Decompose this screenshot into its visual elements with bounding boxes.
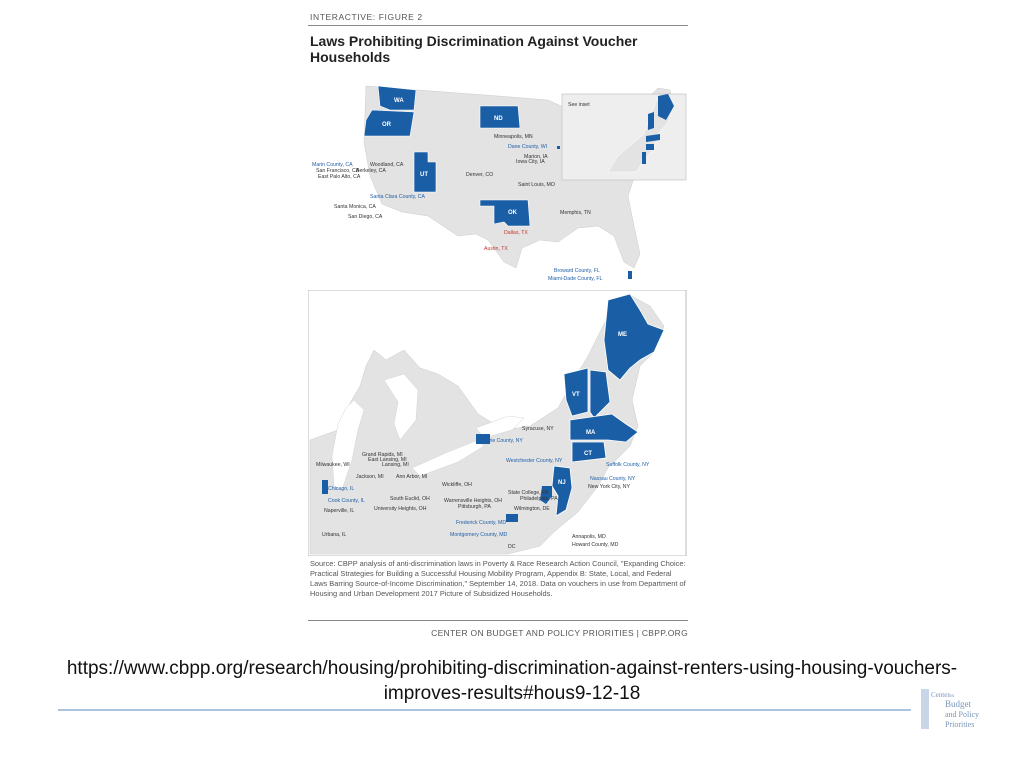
locality-label: Marion, IA bbox=[524, 154, 548, 160]
state-or-label: OR bbox=[382, 122, 391, 128]
state-vt-label: VT bbox=[572, 392, 580, 398]
state-ma-label: MA bbox=[586, 430, 596, 436]
locality-label: East Palo Alto, CA bbox=[318, 174, 361, 180]
locality-label: Denver, CO bbox=[466, 172, 494, 178]
state-ut-label: UT bbox=[420, 172, 428, 178]
locality-label: Nassau County, NY bbox=[590, 476, 636, 482]
locality-label: Ann Arbor, MI bbox=[396, 474, 428, 480]
locality-label: Urbana, IL bbox=[322, 532, 347, 538]
state-nj-label: NJ bbox=[558, 480, 566, 486]
locality-label: Dane County, WI bbox=[508, 144, 548, 150]
state-wa-label: WA bbox=[394, 98, 404, 104]
locality-label: Wilmington, DE bbox=[514, 506, 550, 512]
locality-label: Dallas, TX bbox=[504, 230, 528, 236]
state-vt-small bbox=[648, 112, 654, 130]
locality-label: Miami-Dade County, FL bbox=[548, 276, 603, 282]
locality-label: Marin County, CA bbox=[312, 162, 353, 168]
locality-label: Naperville, IL bbox=[324, 508, 355, 514]
state-nj-small bbox=[642, 152, 646, 164]
locality-label: Saint Louis, MO bbox=[518, 182, 555, 188]
locality-label: Austin, TX bbox=[484, 246, 508, 252]
locality-label: Annapolis, MD bbox=[572, 534, 606, 540]
logo-line: on bbox=[949, 694, 954, 699]
top-rule bbox=[308, 25, 688, 26]
locality-label: Montgomery County, MD bbox=[450, 532, 508, 538]
locality-label: DC bbox=[508, 544, 516, 550]
locality-label: Suffolk County, NY bbox=[606, 462, 650, 468]
locality-label: South Euclid, OH bbox=[390, 496, 430, 502]
locality-label: Iowa City, IA bbox=[516, 159, 545, 165]
locality-label: Memphis, TN bbox=[560, 210, 591, 216]
locality-label: Milwaukee, WI bbox=[316, 462, 350, 468]
locality-label: Berkeley, CA bbox=[356, 168, 386, 174]
locality-label: Santa Clara County, CA bbox=[370, 194, 425, 200]
state-nd-label: ND bbox=[494, 116, 503, 122]
locality-label: Howard County, MD bbox=[572, 542, 619, 548]
locality-label: Warrensville Heights, OH bbox=[444, 498, 503, 504]
locality-label: New York City, NY bbox=[588, 484, 630, 490]
locality-label: Erie County, NY bbox=[486, 438, 523, 444]
locality-label: Westchester County, NY bbox=[506, 458, 563, 464]
locality-label: Woodland, CA bbox=[370, 162, 404, 168]
locality-label: Cook County, IL bbox=[328, 498, 365, 504]
dane-county-marker bbox=[557, 146, 560, 149]
figure-card bbox=[308, 8, 688, 640]
florida-county-marker bbox=[628, 271, 632, 279]
state-me-label: ME bbox=[618, 332, 627, 338]
locality-label: Wickliffe, OH bbox=[442, 482, 472, 488]
bottom-rule bbox=[308, 620, 688, 621]
logo-line: and Policy bbox=[945, 710, 979, 719]
inset-note-label: See inset bbox=[568, 102, 590, 108]
locality-label: Lansing, MI bbox=[382, 462, 409, 468]
locality-label: San Francisco, CA bbox=[316, 168, 360, 174]
locality-label: East Lansing, MI bbox=[368, 457, 407, 463]
locality-label: Syracuse, NY bbox=[522, 426, 554, 432]
locality-label: Chicago, IL bbox=[328, 486, 355, 492]
montgomery-county-fill bbox=[506, 514, 518, 522]
locality-label: Frederick County, MD bbox=[456, 520, 507, 526]
locality-label: Santa Monica, CA bbox=[334, 204, 376, 210]
locality-label: Pittsburgh, PA bbox=[458, 504, 491, 510]
cbpp-logo bbox=[919, 689, 991, 729]
state-ct-label: CT bbox=[584, 451, 592, 457]
locality-label: Broward County, FL bbox=[554, 268, 600, 274]
figure-eyebrow: INTERACTIVE: FIGURE 2 bbox=[310, 12, 423, 22]
state-ok-label: OK bbox=[508, 210, 517, 216]
locality-label: San Diego, CA bbox=[348, 214, 383, 220]
locality-label: Minneapolis, MN bbox=[494, 134, 533, 140]
logo-line: Priorities bbox=[945, 720, 975, 729]
state-ct-small bbox=[646, 144, 654, 150]
locality-label: University Heights, OH bbox=[374, 506, 427, 512]
footer-divider bbox=[58, 709, 911, 711]
source-url[interactable]: https://www.cbpp.org/research/housing/prohibiting-discrimination-against-renters-using-housing-vouchers-improves-results#hous9-12-18 bbox=[66, 658, 958, 704]
logo-bar bbox=[921, 689, 929, 729]
locality-label: State College, PA bbox=[508, 490, 549, 496]
logo-line: Budget bbox=[945, 699, 971, 709]
locality-label: Philadelphia, PA bbox=[520, 496, 558, 502]
northeast-inset-map bbox=[308, 290, 688, 556]
logo-line: Center bbox=[931, 691, 950, 699]
locality-label: Grand Rapids, MI bbox=[362, 452, 403, 458]
figure-source: Source: CBPP analysis of anti-discrimination laws in Poverty & Race Research Action Council, "Expanding Choice: Practical Strategies for Building a Successful Housing Mobility Program, Appendix B: State, Local, and Federal Laws Barring Source-of-Income Discrimination," September 14, 2018. Data on vouchers in use from Department of Housing and Urban Development 2017 Picture of Subsidized Households. bbox=[310, 559, 686, 598]
us-map bbox=[308, 76, 688, 286]
locality-label: Jackson, MI bbox=[356, 474, 384, 480]
figure-title: Laws Prohibiting Discrimination Against Voucher Households bbox=[310, 33, 638, 65]
figure-credit: CENTER ON BUDGET AND POLICY PRIORITIES | CBPP.ORG bbox=[431, 628, 688, 638]
